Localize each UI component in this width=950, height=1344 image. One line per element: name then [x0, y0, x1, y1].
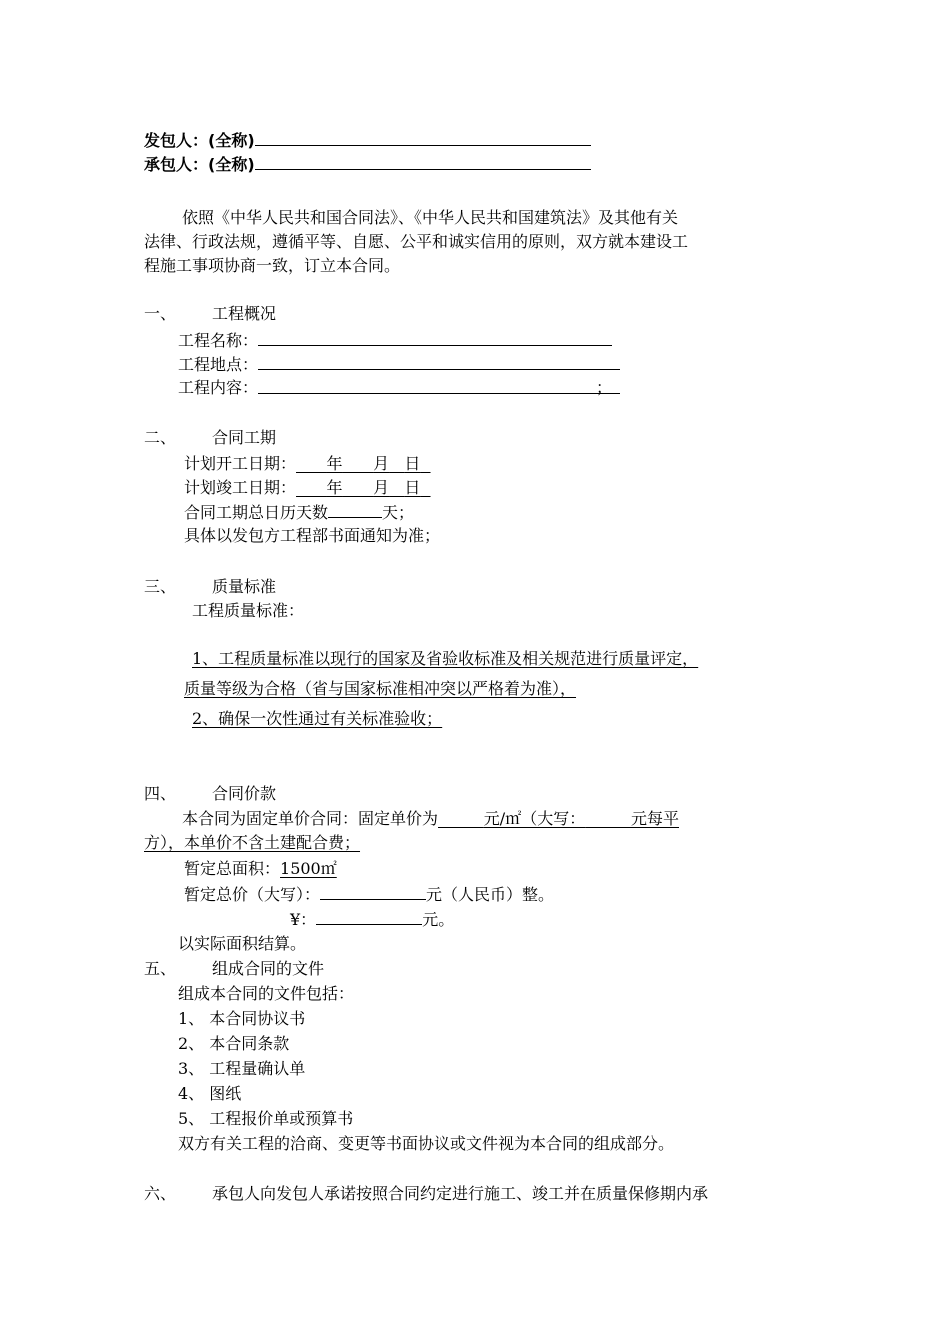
- end-year-label: 年: [326, 478, 343, 497]
- contractor-name-field[interactable]: [255, 152, 591, 170]
- unit-price-prefix: 本合同为固定单价合同：固定单价为: [182, 809, 439, 828]
- employer-label: 发包人：(全称): [144, 131, 255, 150]
- contractor-line: [144, 152, 591, 177]
- section2-title: 合同工期: [212, 428, 277, 447]
- unit-price-line-2: 方），本单价不含土建配合费；: [144, 833, 361, 852]
- section5-title: 组成合同的文件: [212, 959, 325, 978]
- start-date-row: [184, 452, 431, 476]
- quality-item-1-line-2: 质量等级为合格（省与国家标准相冲突以严格着为准），: [184, 679, 577, 698]
- end-date-label: 计划竣工日期：: [184, 478, 297, 497]
- contractor-label: 承包人：(全称): [144, 155, 255, 174]
- documents-intro: 组成本合同的文件包括：: [178, 984, 355, 1003]
- documents-closing: 双方有关工程的洽商、变更等书面协议或文件视为本合同的组成部分。: [178, 1134, 675, 1153]
- section3-title: 质量标准: [212, 577, 277, 596]
- project-content-field[interactable]: [258, 376, 620, 397]
- section1-title: 工程概况: [212, 304, 277, 323]
- area-value: 1500㎡: [280, 859, 337, 878]
- unit-price-field[interactable]: [438, 809, 679, 828]
- start-year-label: 年: [326, 454, 343, 473]
- section1-number: 一、: [144, 304, 177, 323]
- area-row: [184, 857, 337, 881]
- preamble-line-1: 依照《中华人民共和国合同法》、《中华人民共和国建筑法》及其他有关: [182, 208, 679, 227]
- employer-name-field[interactable]: [255, 128, 591, 146]
- document-item: 3、 工程量确认单: [178, 1059, 306, 1078]
- project-location-row: [178, 352, 620, 377]
- settlement-note: 以实际面积结算。: [178, 934, 307, 953]
- document-item: 4、 图纸: [178, 1084, 242, 1103]
- end-day-label: 日: [404, 478, 421, 497]
- start-date-field[interactable]: [296, 454, 431, 473]
- unit-price-unit-2: 元每平: [630, 809, 679, 828]
- project-name-row: [178, 328, 612, 353]
- end-month-label: 月: [373, 478, 390, 497]
- total-number-suffix: 元。: [422, 910, 455, 929]
- area-label: 暂定总面积：: [184, 859, 281, 878]
- section2-number: 二、: [144, 428, 177, 447]
- section4-title: 合同价款: [212, 784, 277, 803]
- section6-heading: [144, 1182, 708, 1206]
- employer-line: [144, 128, 591, 153]
- project-name-field[interactable]: [258, 328, 612, 346]
- total-days-prefix: 合同工期总日历天数: [184, 503, 329, 522]
- section3-heading: [144, 575, 276, 599]
- section2-heading: [144, 426, 276, 450]
- project-name-label: 工程名称：: [178, 331, 259, 350]
- total-days-suffix: 天；: [382, 503, 415, 522]
- section4-heading: [144, 782, 276, 806]
- section5-number: 五、: [144, 959, 177, 978]
- start-day-label: 日: [404, 454, 421, 473]
- unit-price-unit: 元/㎡（大写：: [483, 809, 586, 828]
- section4-number: 四、: [144, 784, 177, 803]
- section1-heading: [144, 302, 276, 326]
- document-item: 1、 本合同协议书: [178, 1009, 306, 1028]
- preamble-line-2: 法律、行政法规，遵循平等、自愿、公平和诚实信用的原则，双方就本建设工: [144, 232, 689, 251]
- total-upper-label: 暂定总价（大写）：: [184, 885, 321, 904]
- section3-number: 三、: [144, 577, 177, 596]
- start-month-label: 月: [373, 454, 390, 473]
- total-number-label: ¥：: [290, 910, 317, 929]
- project-content-end: ；: [596, 378, 613, 397]
- quality-item-1-line-1: 1、工程质量标准以现行的国家及省验收标准及相关规范进行质量评定，: [192, 649, 699, 668]
- project-content-row: [178, 376, 620, 400]
- project-location-label: 工程地点：: [178, 355, 259, 374]
- end-date-row: [184, 476, 431, 500]
- project-location-field[interactable]: [258, 352, 620, 370]
- start-date-label: 计划开工日期：: [184, 454, 297, 473]
- schedule-note: 具体以发包方工程部书面通知为准；: [184, 526, 441, 545]
- document-item: 5、 工程报价单或预算书: [178, 1109, 354, 1128]
- total-upper-row: [184, 882, 554, 907]
- section5-heading: [144, 957, 324, 981]
- preamble-line-3: 程施工事项协商一致，订立本合同。: [144, 256, 401, 275]
- total-upper-suffix: 元（人民币）整。: [426, 885, 555, 904]
- total-number-row: [290, 907, 454, 932]
- section6-number: 六、: [144, 1184, 177, 1203]
- document-item: 2、 本合同条款: [178, 1034, 290, 1053]
- project-content-label: 工程内容：: [178, 378, 259, 397]
- total-number-field[interactable]: [316, 907, 422, 925]
- total-upper-field[interactable]: [320, 882, 426, 900]
- quality-standard-label: 工程质量标准：: [192, 601, 305, 620]
- unit-price-row: [182, 807, 679, 831]
- total-days-row: [184, 500, 414, 525]
- section6-text: 承包人向发包人承诺按照合同约定进行施工、竣工并在质量保修期内承: [212, 1184, 709, 1203]
- quality-item-2: 2、确保一次性通过有关标准验收；: [192, 709, 443, 728]
- end-date-field[interactable]: [296, 478, 431, 497]
- total-days-field[interactable]: [328, 500, 382, 518]
